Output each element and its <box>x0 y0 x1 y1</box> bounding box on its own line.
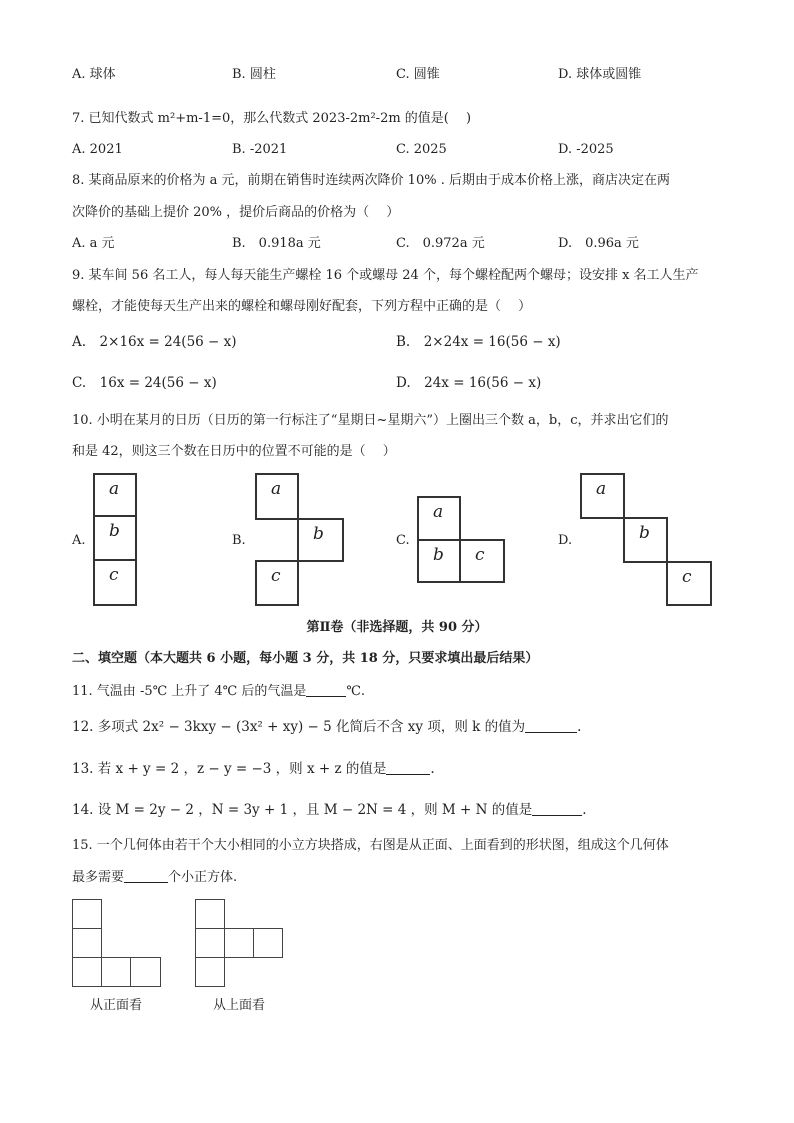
q8-option-a: A. a 元 <box>72 236 115 251</box>
q15-stem-line1: 15. 一个几何体由若干个大小相同的小立方块搭成，右图是从正面、上面看到的形状图，组成这个几何体 <box>72 838 669 853</box>
q10-stem-line2: 和是 42，则这三个数在日历中的位置不可能的是（ ） <box>72 444 396 459</box>
q15-text: 最多需要 <box>72 870 125 885</box>
q13-answer-blank[interactable] <box>386 760 430 775</box>
q9-stem-line1: 9. 某车间 56 名工人，每人每天能生产螺栓 16 个或螺母 24 个，每个螺栓配两个螺母；设安排 x 名工人生产 <box>72 268 699 283</box>
top-view-caption: 从上面看 <box>213 998 266 1013</box>
view-square <box>72 899 102 929</box>
q6-option-a: A. 球体 <box>72 67 116 82</box>
cell-letter-a: a <box>433 502 444 522</box>
q14-end: . <box>582 802 587 818</box>
part2-title: 第Ⅱ卷（非选择题，共 90 分） <box>306 620 488 635</box>
cell-letter-a: a <box>596 479 607 499</box>
q8-stem-line2: 次降价的基础上提价 20% ，提价后商品的价格为（ ） <box>72 205 400 220</box>
calendar-cell <box>93 515 137 561</box>
cell-letter-b: b <box>109 521 120 541</box>
q7-option-d: D. -2025 <box>558 142 614 157</box>
q8-stem-line1: 8. 某商品原来的价格为 a 元，前期在销售时连续两次降价 10% . 后期由于成本价格上涨，商店决定在两 <box>72 173 670 188</box>
q15-end: 个小正方体. <box>168 870 238 885</box>
q9-option-b: B. 2×24x = 16(56 − x) <box>396 334 561 350</box>
view-square <box>72 928 102 958</box>
q10-option-b-label: B. <box>232 533 246 548</box>
q7-option-b: B. -2021 <box>232 142 288 157</box>
cell-letter-b: b <box>639 523 650 543</box>
q7-option-a: A. 2021 <box>72 142 123 157</box>
calendar-cell <box>93 559 137 606</box>
view-square <box>195 957 225 987</box>
q10-option-c-label: C. <box>396 533 410 548</box>
calendar-cell <box>417 539 461 583</box>
q12-answer-blank[interactable] <box>525 718 577 733</box>
q6-option-b: B. 圆柱 <box>232 67 276 82</box>
q12-end: . <box>577 719 582 735</box>
q10-stem-line1: 10. 小明在某月的日历（日历的第一行标注了“星期日~星期六”）上圈出三个数 a，b，c，并求出它们的 <box>72 413 669 428</box>
calendar-cell <box>255 473 299 520</box>
cell-letter-b: b <box>433 545 444 565</box>
view-square <box>253 928 283 958</box>
cell-letter-a: a <box>271 479 282 499</box>
cell-letter-c: c <box>109 565 119 585</box>
view-square <box>224 928 254 958</box>
q10-option-a-label: A. <box>72 533 86 548</box>
q12-text: 12. 多项式 2x² − 3kxy − (3x² + xy) − 5 化简后不含 xy 项，则 k 的值为 <box>72 719 526 735</box>
calendar-cell <box>93 473 137 517</box>
q11-unit: ℃. <box>346 684 366 699</box>
q9-stem-line2: 螺栓，才能使每天生产出来的螺栓和螺母刚好配套，下列方程中正确的是（ ） <box>72 299 532 314</box>
calendar-cell <box>459 539 505 583</box>
q7-option-c: C. 2025 <box>396 142 447 157</box>
q15-stem-line2 <box>72 868 237 887</box>
q11-answer-blank[interactable] <box>306 682 346 697</box>
q13-stem <box>72 760 435 778</box>
cell-letter-a: a <box>109 479 120 499</box>
cell-letter-c: c <box>682 567 692 587</box>
q13-end: . <box>430 761 435 777</box>
view-square <box>195 928 225 958</box>
calendar-cell <box>255 560 299 606</box>
q6-option-c: C. 圆锥 <box>396 67 440 82</box>
calendar-cell <box>666 561 712 606</box>
q12-stem <box>72 718 581 736</box>
q14-stem <box>72 801 587 819</box>
q9-option-c: C. 16x = 24(56 − x) <box>72 375 217 391</box>
view-square <box>72 957 102 987</box>
q9-option-d: D. 24x = 16(56 − x) <box>396 375 542 391</box>
q10-option-d-label: D. <box>558 533 573 548</box>
cell-letter-c: c <box>475 545 485 565</box>
q13-text: 13. 若 x + y = 2 ，z − y = −3 ，则 x + z 的值是 <box>72 761 387 777</box>
q15-answer-blank[interactable] <box>124 868 168 883</box>
q7-stem: 7. 已知代数式 m²+m-1=0，那么代数式 2023-2m²-2m 的值是( ) <box>72 111 472 126</box>
view-square <box>101 957 131 987</box>
q9-option-a: A. 2×16x = 24(56 − x) <box>72 334 237 350</box>
q11-stem <box>72 682 365 701</box>
view-square <box>195 899 225 929</box>
front-view-caption: 从正面看 <box>90 998 143 1013</box>
section-heading-fill-in: 二、填空题（本大题共 6 小题，每小题 3 分，共 18 分，只要求填出最后结果） <box>72 651 539 666</box>
q8-option-c: C. 0.972a 元 <box>396 236 485 251</box>
q8-option-b: B. 0.918a 元 <box>232 236 321 251</box>
cell-letter-b: b <box>313 524 324 544</box>
q14-text: 14. 设 M = 2y − 2 ，N = 3y + 1 ，且 M − 2N = 4 ，则 M + N 的值是 <box>72 802 533 818</box>
calendar-cell <box>297 518 344 562</box>
cell-letter-c: c <box>271 566 281 586</box>
calendar-cell <box>417 496 461 541</box>
q8-option-d: D. 0.96a 元 <box>558 236 639 251</box>
calendar-cell <box>623 517 668 563</box>
q11-text: 11. 气温由 -5℃ 上升了 4℃ 后的气温是 <box>72 684 307 699</box>
calendar-cell <box>580 473 625 519</box>
q14-answer-blank[interactable] <box>532 801 582 816</box>
view-square <box>130 957 161 987</box>
q6-option-d: D. 球体或圆锥 <box>558 67 642 82</box>
